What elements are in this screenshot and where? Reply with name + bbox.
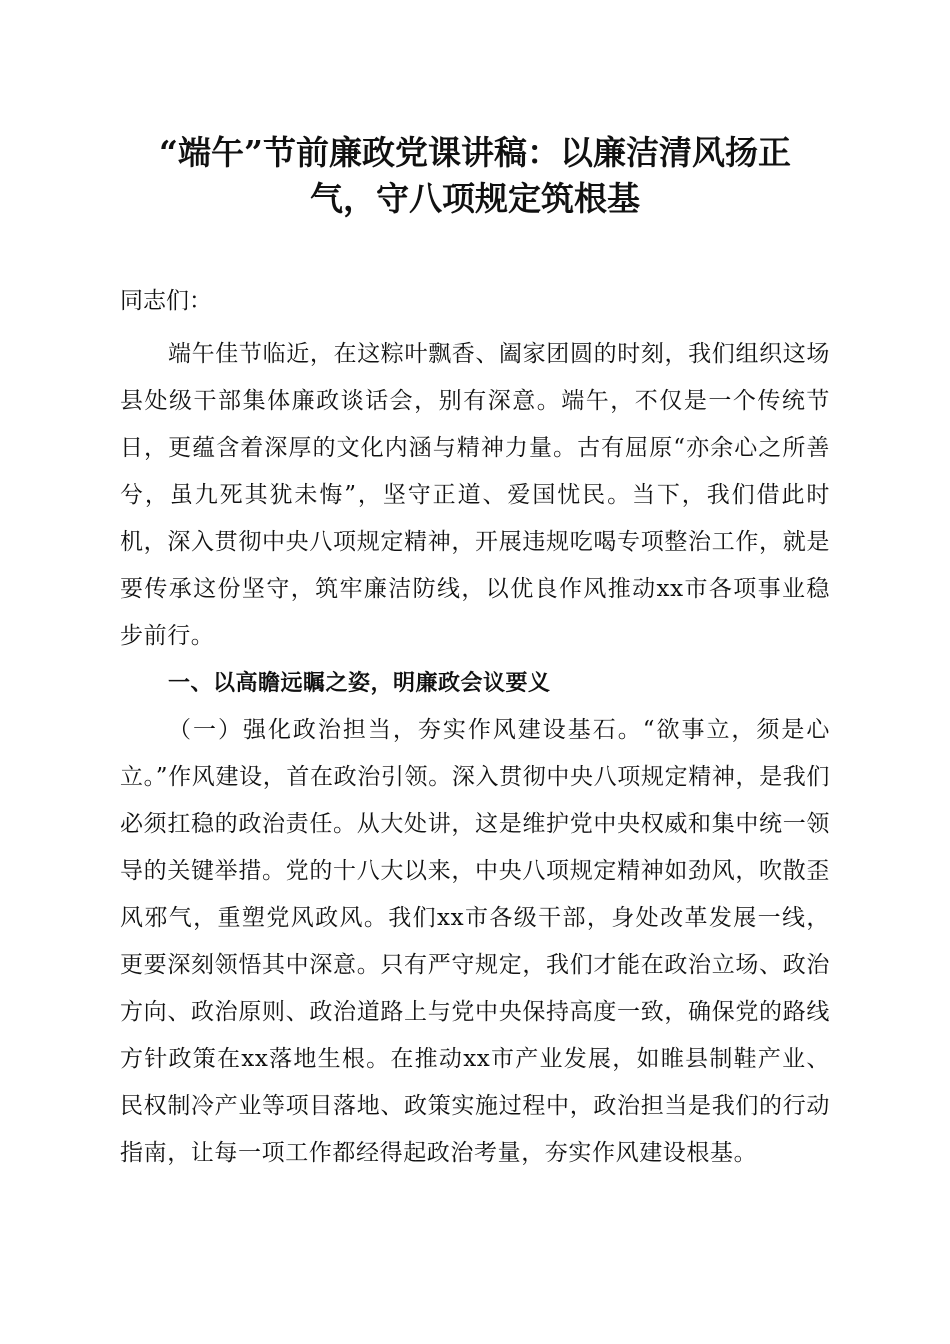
section-heading-1: 一、以高瞻远瞩之姿，明廉政会议要义 [168,671,551,696]
title-line-2: 气，守八项规定筑根基 [310,179,640,218]
title-line-1: “端午”节前廉政党课讲稿：以廉洁清风扬正 [159,133,791,172]
salutation: 同志们： [120,288,212,314]
intro-paragraph: 端午佳节临近，在这粽叶飘香、阖家团圆的时刻，我们组织这场县处级干部集体廉政谈话会，别有深意。端午，不仅是一个传统节日，更蕴含着深厚的文化内涵与精神力量。古有屈原“亦余心之所善兮，虽九死其犹未悔”，坚守正道、爱国忧民。当下，我们借此时机，深入贯彻中央八项规定精神，开展违规吃喝专项整治工作，就是要传承这份坚守，筑牢廉洁防线，以优良作风推动xx市各项事业稳步前行。 [120,341,830,649]
subsection-paragraph-1: （一）强化政治担当，夯实作风建设基石。“欲事立，须是心立。”作风建设，首在政治引领。深入贯彻中央八项规定精神，是我们必须扛稳的政治责任。从大处讲，这是维护党中央权威和集中统一领导的关键举措。党的十八大以来，中央八项规定精神如劲风，吹散歪风邪气，重塑党风政风。我们xx市各级干部，身处改革发展一线，更要深刻领悟其中深意。只有严守规定，我们才能在政治立场、政治方向、政治原则、政治道路上与党中央保持高度一致，确保党的路线方针政策在xx落地生根。在推动xx市产业发展，如睢县制鞋产业、民权制冷产业等项目落地、政策实施过程中，政治担当是我们的行动指南，让每一项工作都经得起政治考量，夯实作风建设根基。 [120,717,830,1166]
document-page [120,130,830,1177]
document-title [120,130,830,222]
